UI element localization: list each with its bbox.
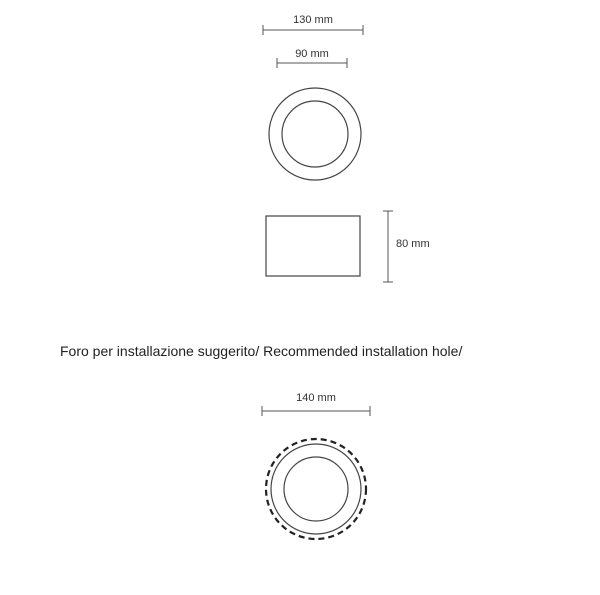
outer-diameter-label: 130 mm <box>293 14 333 26</box>
inner-diameter-label: 90 mm <box>295 48 329 60</box>
installation-hole-view <box>266 439 366 539</box>
installation-hole-dashed-circle <box>266 439 366 539</box>
installation-inner-circle <box>284 457 348 521</box>
top-view-outer-circle <box>269 88 361 180</box>
side-view-body <box>266 216 360 276</box>
top-view-inner-circle <box>282 101 348 167</box>
dimension-hole-diameter <box>262 392 370 416</box>
installation-caption: Foro per installazione suggerito/ Recommended installation hole/ <box>60 343 463 359</box>
height-label: 80 mm <box>396 238 430 250</box>
dimension-inner-diameter <box>277 48 347 68</box>
dimension-outer-diameter <box>263 14 363 35</box>
top-view <box>269 88 361 180</box>
side-view <box>266 216 360 276</box>
dimension-height <box>383 211 430 282</box>
hole-diameter-label: 140 mm <box>296 392 336 404</box>
